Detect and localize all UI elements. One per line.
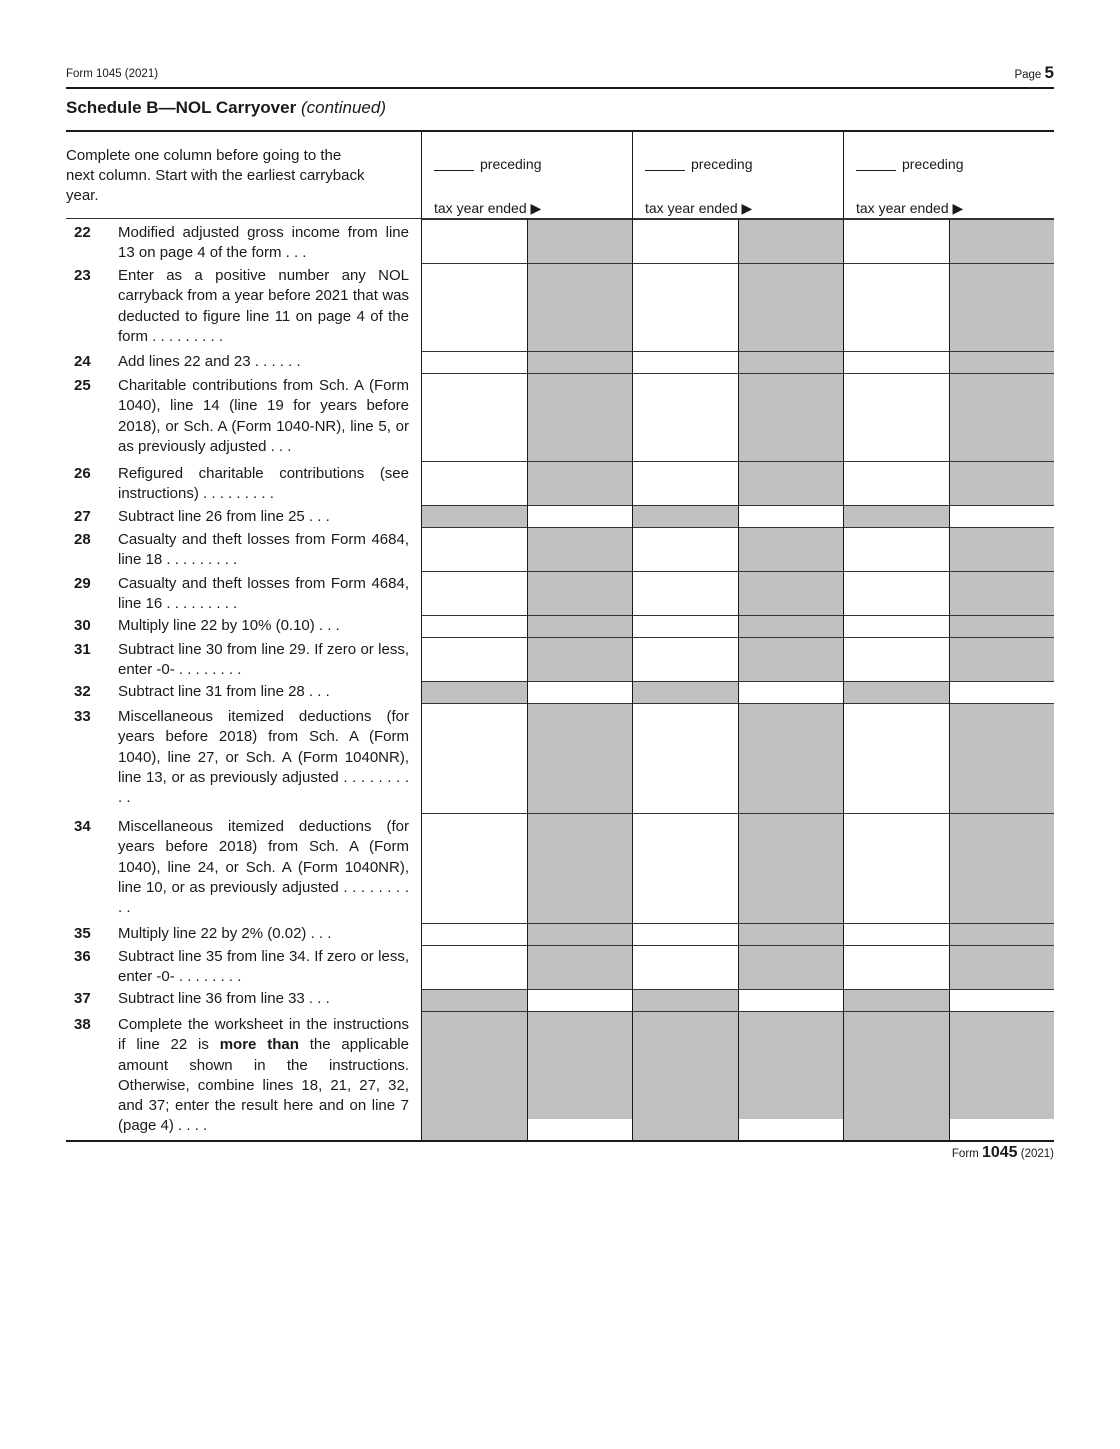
line-number: 30 bbox=[74, 617, 91, 634]
shaded-cell bbox=[421, 989, 527, 1011]
amount-entry-cell[interactable] bbox=[843, 615, 949, 637]
line-number: 31 bbox=[74, 641, 91, 658]
shaded-cell bbox=[527, 263, 632, 351]
amount-entry-cell[interactable] bbox=[421, 263, 527, 351]
shaded-cell bbox=[738, 219, 843, 263]
shaded-cell bbox=[949, 263, 1054, 351]
schedule-subtitle: (continued) bbox=[300, 98, 387, 117]
line-text: Casualty and theft losses from Form 4684, line 18 . . . . . . . . . bbox=[118, 531, 409, 569]
column-divider bbox=[421, 131, 422, 1141]
amount-entry-cell[interactable] bbox=[949, 989, 1054, 1011]
shaded-cell bbox=[949, 571, 1054, 615]
shaded-cell bbox=[738, 945, 843, 989]
shaded-cell bbox=[421, 505, 527, 527]
line-number: 28 bbox=[74, 531, 91, 548]
amount-entry-cell[interactable] bbox=[421, 527, 527, 571]
shaded-cell bbox=[738, 373, 843, 461]
shaded-cell bbox=[527, 527, 632, 571]
amount-entry-cell[interactable] bbox=[843, 923, 949, 945]
shaded-cell bbox=[738, 637, 843, 681]
amount-entry-cell[interactable] bbox=[527, 681, 632, 703]
amount-entry-cell[interactable] bbox=[843, 461, 949, 505]
amount-entry-cell[interactable] bbox=[632, 703, 738, 813]
line-text: Add lines 22 and 23 . . . . . . bbox=[118, 353, 301, 370]
shaded-cell bbox=[843, 989, 949, 1011]
amount-entry-cell[interactable] bbox=[843, 813, 949, 923]
form-footer bbox=[952, 1144, 1054, 1162]
amount-entry-cell[interactable] bbox=[421, 571, 527, 615]
shaded-cell bbox=[421, 681, 527, 703]
amount-entry-cell[interactable] bbox=[738, 989, 843, 1011]
shaded-cell bbox=[949, 637, 1054, 681]
schedule-title bbox=[66, 98, 386, 118]
amount-entry-cell[interactable] bbox=[632, 461, 738, 505]
column-divider bbox=[949, 219, 950, 1141]
shaded-cell bbox=[949, 527, 1054, 571]
year-count-field-2[interactable] bbox=[645, 170, 685, 171]
line-number: 27 bbox=[74, 508, 91, 525]
line-number: 23 bbox=[74, 267, 91, 284]
page-number-value: 5 bbox=[1044, 63, 1054, 82]
shaded-cell bbox=[949, 373, 1054, 461]
amount-entry-cell[interactable] bbox=[527, 989, 632, 1011]
amount-entry-cell[interactable] bbox=[843, 351, 949, 373]
shaded-cell bbox=[527, 923, 632, 945]
amount-entry-cell[interactable] bbox=[632, 219, 738, 263]
top-rule bbox=[66, 87, 1054, 89]
shaded-cell bbox=[738, 351, 843, 373]
shaded-cell bbox=[738, 1011, 843, 1119]
shaded-cell bbox=[949, 923, 1054, 945]
column-header-2 bbox=[632, 131, 843, 219]
line-number: 32 bbox=[74, 683, 91, 700]
amount-entry-cell[interactable] bbox=[843, 703, 949, 813]
line-text: Multiply line 22 by 10% (0.10) . . . bbox=[118, 617, 340, 634]
footer-year: (2021) bbox=[1020, 1148, 1054, 1160]
amount-entry-cell[interactable] bbox=[421, 923, 527, 945]
shaded-cell bbox=[949, 703, 1054, 813]
line-text: Miscellaneous itemized deductions (for years before 2018) from Sch. A (Form 1040), line 27, or Sch. A (Form 1040NR), line 13, or as previously adjusted . . . . . . . . . . bbox=[118, 708, 409, 807]
amount-entry-cell[interactable] bbox=[632, 527, 738, 571]
amount-entry-cell[interactable] bbox=[632, 351, 738, 373]
form-id-header: Form 1045 (2021) bbox=[66, 68, 159, 80]
column-divider bbox=[527, 219, 528, 1141]
year-count-field-3[interactable] bbox=[856, 170, 896, 171]
preceding-label: preceding bbox=[691, 156, 753, 172]
instructions-text: Complete one column before going to the next column. Start with the earliest carryback year. bbox=[66, 147, 365, 204]
schedule-title-text: Schedule B—NOL Carryover bbox=[66, 98, 297, 117]
amount-entry-cell[interactable] bbox=[738, 681, 843, 703]
amount-entry-cell[interactable] bbox=[421, 461, 527, 505]
line-text: Subtract line 31 from line 28 . . . bbox=[118, 683, 330, 700]
line-number: 25 bbox=[74, 377, 91, 394]
amount-entry-cell[interactable] bbox=[421, 945, 527, 989]
column-divider bbox=[738, 219, 739, 1141]
amount-entry-cell[interactable] bbox=[843, 945, 949, 989]
shaded-cell bbox=[527, 637, 632, 681]
amount-entry-cell[interactable] bbox=[738, 1119, 843, 1141]
footer-form-number: 1045 bbox=[981, 1144, 1018, 1161]
amount-entry-cell[interactable] bbox=[421, 703, 527, 813]
amount-entry-cell[interactable] bbox=[527, 505, 632, 527]
line-text: Complete the worksheet in the instructions if line 22 is more than the applicable amount shown in the instructions. Otherwise, combine lines 18, 21, 27, 32, and 37; enter the result here and on line 7 (page 4) . . . . bbox=[118, 1016, 409, 1135]
shaded-cell bbox=[738, 263, 843, 351]
line-number: 24 bbox=[74, 353, 91, 370]
year-count-field-1[interactable] bbox=[434, 170, 474, 171]
shaded-cell bbox=[843, 681, 949, 703]
amount-entry-cell[interactable] bbox=[421, 219, 527, 263]
line-number: 35 bbox=[74, 925, 91, 942]
amount-entry-cell[interactable] bbox=[527, 1119, 632, 1141]
line-text: Charitable contributions from Sch. A (Form 1040), line 14 (line 19 for years before 2018), or Sch. A (Form 1040-NR), line 5, or as previously adjusted . . . bbox=[118, 377, 409, 455]
line-number: 29 bbox=[74, 575, 91, 592]
table-bottom-rule bbox=[66, 1140, 1054, 1142]
amount-entry-cell[interactable] bbox=[738, 505, 843, 527]
amount-entry-cell[interactable] bbox=[843, 637, 949, 681]
shaded-cell bbox=[527, 219, 632, 263]
shaded-cell bbox=[632, 989, 738, 1011]
shaded-cell bbox=[949, 945, 1054, 989]
amount-entry-cell[interactable] bbox=[421, 637, 527, 681]
column-divider bbox=[843, 131, 844, 1141]
amount-entry-cell[interactable] bbox=[632, 945, 738, 989]
shaded-cell bbox=[527, 1011, 632, 1119]
preceding-label: preceding bbox=[480, 156, 542, 172]
amount-entry-cell[interactable] bbox=[843, 571, 949, 615]
amount-entry-cell[interactable] bbox=[632, 813, 738, 923]
line-text: Casualty and theft losses from Form 4684, line 16 . . . . . . . . . bbox=[118, 575, 409, 613]
amount-entry-cell[interactable] bbox=[421, 351, 527, 373]
shaded-cell bbox=[949, 461, 1054, 505]
amount-entry-cell[interactable] bbox=[632, 637, 738, 681]
shaded-cell bbox=[527, 351, 632, 373]
column-header-1 bbox=[421, 131, 632, 219]
line-text: Miscellaneous itemized deductions (for years before 2018) from Sch. A (Form 1040), line 24, or Sch. A (Form 1040NR), line 10, or as previously adjusted . . . . . . . . . . bbox=[118, 818, 409, 917]
column-header-3 bbox=[843, 131, 1054, 219]
shaded-cell bbox=[738, 571, 843, 615]
line-number: 37 bbox=[74, 990, 91, 1007]
line-text: Subtract line 36 from line 33 . . . bbox=[118, 990, 330, 1007]
amount-entry-cell[interactable] bbox=[632, 615, 738, 637]
line-text: Enter as a positive number any NOL carryback from a year before 2021 that was deducted to figure line 11 on page 4 of the form . . . . . . . . . bbox=[118, 267, 409, 345]
preceding-label: preceding bbox=[902, 156, 964, 172]
shaded-cell bbox=[949, 615, 1054, 637]
tax-year-ended-field-2[interactable]: tax year ended ▶ bbox=[645, 200, 753, 216]
shaded-cell bbox=[738, 703, 843, 813]
line-text: Refigured charitable contributions (see instructions) . . . . . . . . . bbox=[118, 465, 409, 503]
line-text: Subtract line 30 from line 29. If zero or less, enter -0- . . . . . . . . bbox=[118, 641, 409, 679]
header-bottom-rule bbox=[66, 218, 1054, 219]
line-number: 26 bbox=[74, 465, 91, 482]
line-number: 34 bbox=[74, 818, 91, 835]
shaded-cell bbox=[949, 219, 1054, 263]
shaded-cell bbox=[738, 527, 843, 571]
line-number: 38 bbox=[74, 1016, 91, 1033]
shaded-cell bbox=[949, 351, 1054, 373]
line-number: 22 bbox=[74, 224, 91, 241]
shaded-cell bbox=[738, 461, 843, 505]
shaded-cell bbox=[949, 813, 1054, 923]
shaded-cell bbox=[738, 615, 843, 637]
page-label: Page bbox=[1014, 69, 1042, 81]
amount-entry-cell[interactable] bbox=[843, 373, 949, 461]
footer-form-word: Form bbox=[951, 1148, 979, 1160]
shaded-cell bbox=[527, 615, 632, 637]
line-text: Subtract line 35 from line 34. If zero or less, enter -0- . . . . . . . . bbox=[118, 948, 409, 986]
shaded-cell bbox=[738, 813, 843, 923]
shaded-cell bbox=[527, 461, 632, 505]
amount-entry-cell[interactable] bbox=[843, 263, 949, 351]
shaded-cell bbox=[843, 505, 949, 527]
line-text: Subtract line 26 from line 25 . . . bbox=[118, 508, 330, 525]
amount-entry-cell[interactable] bbox=[632, 923, 738, 945]
amount-entry-cell[interactable] bbox=[843, 527, 949, 571]
amount-entry-cell[interactable] bbox=[632, 571, 738, 615]
shaded-cell bbox=[738, 923, 843, 945]
line-text: Multiply line 22 by 2% (0.02) . . . bbox=[118, 925, 332, 942]
shaded-cell bbox=[527, 813, 632, 923]
amount-entry-cell[interactable] bbox=[843, 219, 949, 263]
page-number bbox=[1014, 63, 1054, 83]
tax-year-ended-field-3[interactable]: tax year ended ▶ bbox=[856, 200, 964, 216]
shaded-cell bbox=[421, 1011, 527, 1141]
shaded-cell bbox=[527, 373, 632, 461]
shaded-cell bbox=[843, 1011, 949, 1141]
shaded-cell bbox=[632, 1011, 738, 1141]
line-number: 36 bbox=[74, 948, 91, 965]
amount-entry-cell[interactable] bbox=[949, 1119, 1054, 1141]
tax-year-ended-field-1[interactable]: tax year ended ▶ bbox=[434, 200, 542, 216]
amount-entry-cell[interactable] bbox=[421, 813, 527, 923]
column-divider bbox=[632, 131, 633, 1141]
shaded-cell bbox=[632, 681, 738, 703]
amount-entry-cell[interactable] bbox=[632, 263, 738, 351]
shaded-cell bbox=[527, 945, 632, 989]
amount-entry-cell[interactable] bbox=[421, 615, 527, 637]
line-text: Modified adjusted gross income from line 13 on page 4 of the form . . . bbox=[118, 224, 409, 262]
amount-entry-cell[interactable] bbox=[949, 505, 1054, 527]
shaded-cell bbox=[632, 505, 738, 527]
shaded-cell bbox=[949, 1011, 1054, 1119]
line-number: 33 bbox=[74, 708, 91, 725]
shaded-cell bbox=[527, 703, 632, 813]
amount-entry-cell[interactable] bbox=[421, 373, 527, 461]
amount-entry-cell[interactable] bbox=[632, 373, 738, 461]
amount-entry-cell[interactable] bbox=[949, 681, 1054, 703]
shaded-cell bbox=[527, 571, 632, 615]
